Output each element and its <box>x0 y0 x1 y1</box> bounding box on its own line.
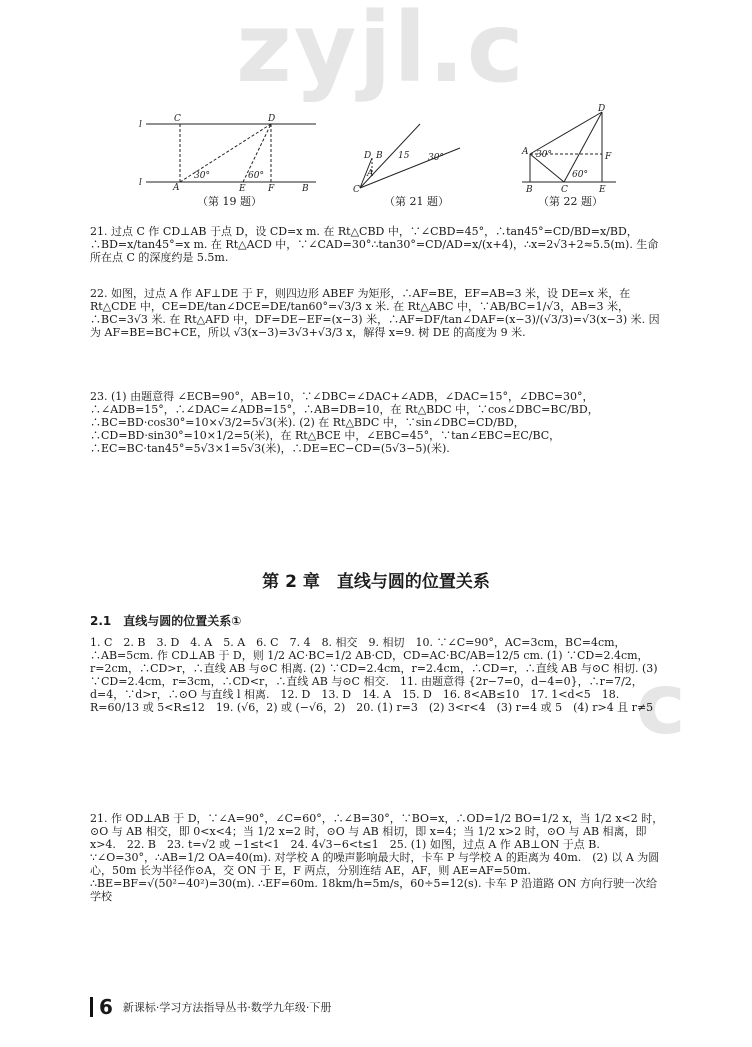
chapter-title: 第 2 章 直线与圆的位置关系 <box>262 572 490 592</box>
fig19-label: A <box>173 183 180 192</box>
fig22-label: A <box>522 147 529 157</box>
fig21-label: D <box>364 151 372 161</box>
section-title: 2.1 直线与圆的位置关系① <box>90 614 242 628</box>
fig19-label: E <box>239 184 246 192</box>
answer-paragraph: 23. (1) 由题意得 ∠ECB=90°，AB=10，∵∠DBC=∠DAC+∠ADB，∠DAC=15°，∠DBC=30°，∴∠ADB=15°，∴∠DAC=∠ADB=15°，∴AB=DB=10，在 Rt△BDC 中，∵cos∠DBC=BC/BD，∴BC=BD·cos30°=10×√3/2=5√3(米). (2) 在 Rt△BDC 中，∵sin∠DBC=CD/BD，∴CD=BD·sin30°=10×1/2=5(米)，在 Rt△BCE 中，∠EBC=45°，∵tan∠EBC=EC/BC，∴EC=BC·tan45°=5√3×1=5√3(米)，∴DE=EC−CD=(5√3−5)(米). <box>90 390 599 455</box>
fig21-label: 15 <box>398 151 410 161</box>
figure-22-caption: （第 22 题） <box>538 195 603 208</box>
fig21-label: A <box>367 169 374 179</box>
series-title: 新课标·学习方法指导丛书·数学九年级·下册 <box>122 1001 332 1014</box>
fig22-label: F <box>605 152 612 162</box>
fig21-label: B <box>376 151 383 161</box>
fig19-label: F <box>268 184 275 192</box>
answer-block: 21. 作 OD⊥AB 于 D，∵∠A=90°，∠C=60°，∴∠B=30°，∵BO=x，∴OD=1/2 BO=1/2 x，当 1/2 x<2 时，⊙O 与 AB 相交，即 0<x<4；当 1/2 x=2 时，⊙O 与 AB 相切，即 x=4；当 1/2 x>2 时，⊙O 与 AB 相离，即 x>4. 22. B 23. t=√2 或 −1≤t<1 24. 4√3−6<t≤1 25. (1) 如图，过点 A 作 AB⊥ON 于点 B. ∵∠O=30°，∴AB=1/2 OA=40(m). 对学校 A 的噪声影响最大时，卡车 P 与学校 A 的距离为 40m. (2) 以 A 为圆心，50m 长为半径作⊙A，交 ON 于 E，F 两点，分别连结 AE，AF，则 AE=AF=50m. ∴BE=BF=√(50²−40²)=30(m). ∴EF=60m. 18km/h=5m/s，60÷5=12(s). 卡车 P 沿道路 ON 方向行驶一次给学校 <box>90 812 664 903</box>
watermark: zyjl.c <box>236 0 526 104</box>
figure-21 <box>352 118 462 194</box>
fig19-label: C <box>174 114 181 124</box>
fig21-label: C <box>353 185 360 194</box>
fig22-label: B <box>526 185 533 194</box>
figure-19 <box>138 112 318 192</box>
fig22-label: 60° <box>572 170 588 180</box>
watermark-right: c <box>636 655 686 753</box>
fig22-label: D <box>598 104 606 114</box>
fig21-label: 30° <box>428 153 444 163</box>
answer-block: 1. C 2. B 3. D 4. A 5. A 6. C 7. 4 8. 相交 9. 相切 10. ∵∠C=90°，AC=3cm，BC=4cm，∴AB=5cm. 作 CD⊥AB 于 D，则 1/2 AC·BC=1/2 AB·CD，CD=AC·BC/AB=12/5 cm. (1) ∵CD=2.4cm，r=2cm，∴CD>r，∴直线 AB 与⊙C 相离. (2) ∵CD=2.4cm，r=2.4cm，∴CD=r，∴直线 AB 与⊙C 相切. (3) ∵CD=2.4cm，r=3cm，∴CD<r，∴直线 AB 与⊙C 相交. 11. 由题意得 {2r−7=0，d−4=0}，∴r=7/2，d=4，∵d>r，∴⊙O 与直线 l 相离. 12. D 13. D 14. A 15. D 16. 8<AB≤10 17. 1<d<5 18. R=60/13 或 5<R≤12 19. (√6，2) 或 (−√6，2) 20. (1) r=3 (2) 3<r<4 (3) r=4 或 5 (4) r>4 且 r≠5 <box>90 636 658 714</box>
figure-22 <box>518 104 618 194</box>
fig22-label: 30° <box>536 150 552 160</box>
fig19-label: D <box>268 114 276 124</box>
fig22-label: E <box>599 185 606 194</box>
figure-19-caption: （第 19 题） <box>197 195 262 208</box>
fig19-label: l <box>139 178 142 188</box>
fig19-label: B <box>302 184 309 192</box>
page-number: 6 <box>90 997 113 1017</box>
page-footer <box>90 997 331 1017</box>
answer-paragraph: 21. 过点 C 作 CD⊥AB 于点 D，设 CD=x m. 在 Rt△CBD 中，∵∠CBD=45°，∴tan45°=CD/BD=x/BD，∴BD=x/tan45°=x m. 在 Rt△ACD 中，∵∠CAD=30°∴tan30°=CD/AD=x/(x+4)，∴x=2√3+2≈5.5(m). 生命所在点 C 的深度约是 5.5m. <box>90 225 659 264</box>
fig19-label: 60° <box>248 171 264 181</box>
fig19-label: 30° <box>194 171 210 181</box>
figure-21-caption: （第 21 题） <box>384 195 449 208</box>
fig22-label: C <box>561 185 568 194</box>
fig19-label: l <box>139 120 142 130</box>
answer-paragraph: 22. 如图，过点 A 作 AF⊥DE 于 F，则四边形 ABEF 为矩形，∴AF=BE，EF=AB=3 米，设 DE=x 米，在 Rt△CDE 中，CE=DE/tan∠DCE=DE/tan60°=√3/3 x 米. 在 Rt△ABC 中，∵AB/BC=1/√3，AB=3 米，∴BC=3√3 米. 在 Rt△AFD 中，DF=DE−EF=(x−3) 米，∴AF=DF/tan∠DAF=(x−3)/(√3/3)=√3(x−3) 米. 因为 AF=BE=BC+CE，所以 √3(x−3)=3√3+√3/3 x，解得 x=9. 树 DE 的高度为 9 米. <box>90 287 660 339</box>
